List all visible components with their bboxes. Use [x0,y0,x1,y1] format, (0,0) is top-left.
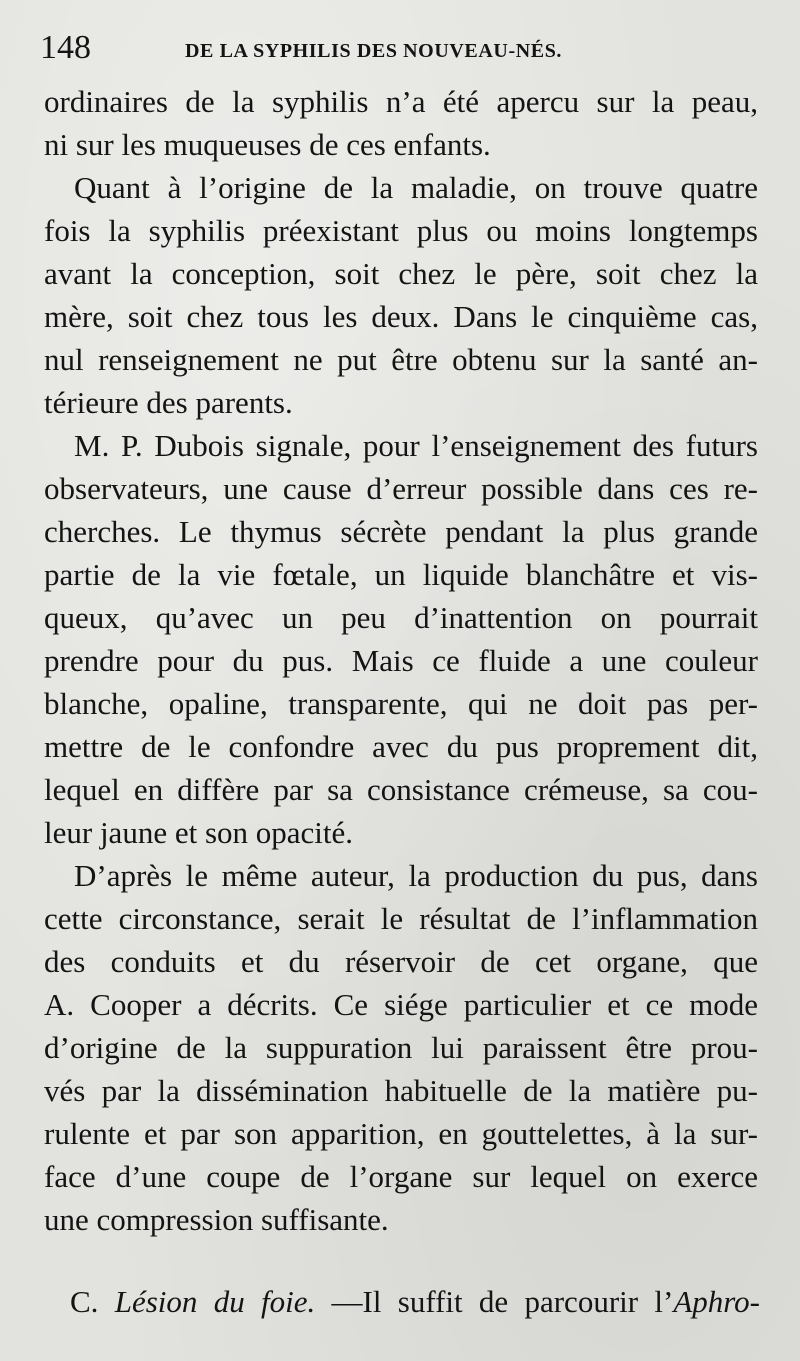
text-line: lequel en diffère par sa consistance crémeuse, sa cou- [44,772,758,807]
text-line: une compression suffisante. [44,1202,389,1237]
page-number: 148 [40,29,91,66]
text-line: térieure des parents. [44,385,293,420]
text-line: mettre de le confondre avec du pus proprement dit, [44,729,758,764]
text-line: des conduits et du réservoir de cet organe, que [44,944,758,979]
section-end-italic: Aphro- [673,1284,760,1319]
text-line: cherches. Le thymus sécrète pendant la plus grande [44,514,758,549]
body-text [44,80,758,1241]
text-line: fois la syphilis préexistant plus ou moins longtemps [44,213,758,248]
text-line: A. Cooper a décrits. Ce siége particulier et ce mode [44,987,758,1022]
text-line: Quant à l’origine de la maladie, on trouve quatre [74,170,758,205]
text-line: D’après le même auteur, la production du pus, dans [74,858,758,893]
section-letter: C. [70,1284,99,1319]
text-line: nul renseignement ne put être obtenu sur la santé an- [44,342,758,377]
running-title: DE LA SYPHILIS DES NOUVEAU-NÉS. [185,40,563,62]
text-line: ordinaires de la syphilis n’a été apercu sur la peau, [44,84,758,119]
text-line: vés par la dissémination habituelle de la matière pu- [44,1073,758,1108]
section-text: —Il suffit de parcourir l’ [315,1284,674,1319]
text-line: d’origine de la suppuration lui paraissent être prou- [44,1030,758,1065]
text-line: M. P. Dubois signale, pour l’enseignement des futurs [74,428,758,463]
text-line: avant la conception, soit chez le père, soit chez la [44,256,758,291]
section-heading [70,1280,760,1323]
text-line: mère, soit chez tous les deux. Dans le cinquième cas, [44,299,758,334]
text-line: face d’une coupe de l’organe sur lequel on exerce [44,1159,758,1194]
text-line: ni sur les muqueuses de ces enfants. [44,127,491,162]
section-title: Lésion du foie. [114,1284,316,1319]
text-line: leur jaune et son opacité. [44,815,354,850]
text-line: blanche, opaline, transparente, qui ne doit pas per- [44,686,758,721]
text-line: cette circonstance, serait le résultat de l’inflammation [44,901,758,936]
page-header [40,28,760,78]
text-line: queux, qu’avec un peu d’inattention on pourrait [44,600,758,635]
text-line: partie de la vie fœtale, un liquide blanchâtre et vis- [44,557,758,592]
text-line: observateurs, une cause d’erreur possible dans ces re- [44,471,758,506]
text-line: prendre pour du pus. Mais ce fluide a une couleur [44,643,758,678]
text-line: rulente et par son apparition, en gouttelettes, à la sur- [44,1116,758,1151]
